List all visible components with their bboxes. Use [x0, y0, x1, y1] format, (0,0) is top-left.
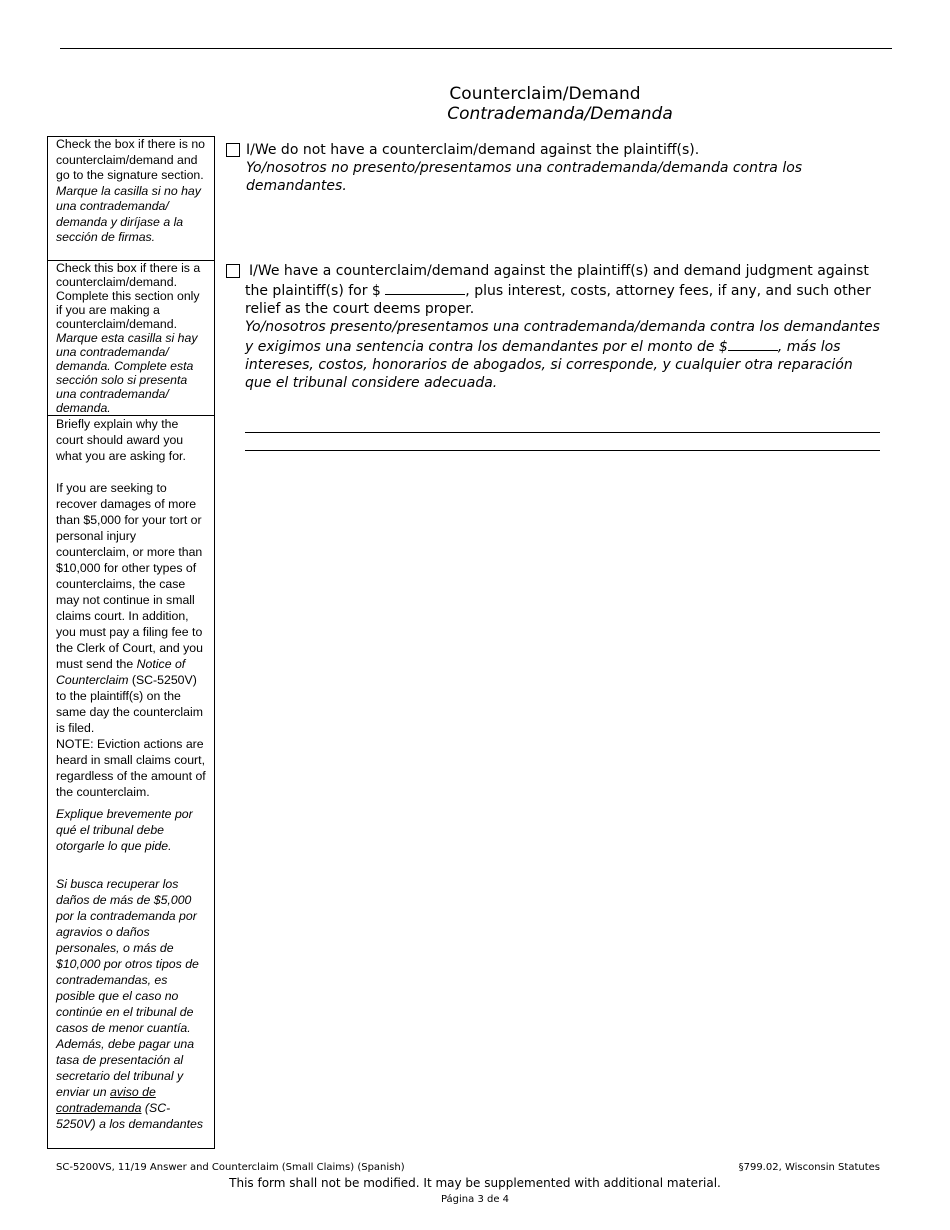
option-text-part: , más los intereses, costos, honorarios de abogados, si corresponde, y cualquier otra reparación que el tribunal considere adecuada.	[245, 339, 853, 391]
option-text	[245, 262, 880, 318]
option-text-part: Yo/nosotros presento/presentamos una contrademanda/demanda contra los demandantes y exigimos una sentencia contra los demandantes por el monto de $	[245, 319, 880, 355]
form-notice: This form shall not be modified. It may be supplemented with additional material.	[229, 1176, 721, 1190]
instruction-text-spanish: (SC-5250V) a los demandantes	[56, 1101, 203, 1131]
no-counterclaim-option	[246, 141, 866, 195]
instruction-damages	[56, 480, 206, 736]
form-identifier: SC-5200VS, 11/19 Answer and Counterclaim (Small Claims) (Spanish)	[56, 1162, 405, 1173]
amount-field[interactable]	[385, 280, 465, 295]
instruction-text: Briefly explain why the court should award you what you are asking for.	[56, 417, 186, 463]
option-text: I/We do not have a counterclaim/demand against the plaintiff(s).	[246, 142, 700, 158]
section-title-spanish: Contrademanda/Demanda	[447, 104, 673, 124]
no-counterclaim-checkbox[interactable]	[226, 143, 240, 157]
instruction-text-spanish: Si busca recuperar los daños de más de $5,000 por la contrademanda por agravios o daños personales, o más de $10,000 por otros tipos de contrademandas, es posible que el caso no continúe en el tribunal de casos de menor cuantía. Además, debe pagar una tasa de presentación al secretario del tribunal y enviar un	[56, 877, 199, 1099]
instruction-text-spanish: Marque la casilla si no hay una contrademanda/ demanda y diríjase a la sección de firmas.	[56, 183, 201, 244]
instruction-text: (SC-5250V) to the plaintiff(s) on the same day the counterclaim is filed.	[56, 673, 203, 735]
counterclaim-option	[245, 262, 880, 392]
instruction-text-spanish: Explique brevemente por qué el tribunal debe otorgarle lo que pide.	[56, 807, 193, 853]
amount-field-spanish[interactable]	[728, 336, 778, 351]
section-title: Counterclaim/Demand	[449, 84, 641, 104]
instruction-text: If you are seeking to recover damages of more than $5,000 for your tort or personal injury counterclaim, or more than $10,000 for other types of counterclaims, the case may not continue in small claims court. In addition, you must pay a filing fee to the Clerk of Court, and you must send the	[56, 481, 203, 671]
instruction-text: Check the box if there is no counterclaim/demand and go to the signature section.	[56, 137, 206, 182]
instruction-damages-spanish	[56, 876, 206, 1132]
instruction-text-spanish: Marque esta casilla si hay una contrademanda/ demanda. Complete esta sección solo si presenta una contrademanda/ demanda.	[56, 331, 198, 415]
page-number: Página 3 de 4	[440, 1194, 510, 1205]
instruction-counterclaim	[47, 260, 215, 416]
eviction-note: NOTE: Eviction actions are heard in small claims court, regardless of the amount of the counterclaim.	[56, 737, 206, 799]
statute-reference: §799.02, Wisconsin Statutes	[738, 1162, 880, 1173]
explanation-line[interactable]	[245, 450, 880, 451]
instruction-explain	[47, 415, 215, 1149]
option-text-part: , plus interest, costs, attorney fees, if any, and such other relief as the court deems proper.	[245, 283, 871, 317]
explanation-line[interactable]	[245, 432, 880, 433]
option-text-spanish	[245, 318, 880, 392]
counterclaim-checkbox[interactable]	[226, 264, 240, 278]
instruction-text: Check this box if there is a counterclaim/demand. Complete this section only if you are making a counterclaim/demand.	[56, 261, 201, 331]
option-text-spanish: Yo/nosotros no presento/presentamos una contrademanda/demanda contra los demandantes.	[246, 160, 803, 194]
option-text-part: I/We have a counterclaim/demand against the plaintiff(s) and demand judgment against the plaintiff(s) for $	[245, 263, 869, 299]
aviso-de-contrademanda-link[interactable]: aviso de contrademanda	[56, 1085, 156, 1115]
top-rule	[60, 48, 892, 49]
notice-of-counterclaim-title: Notice of Counterclaim	[56, 657, 186, 687]
instruction-no-counterclaim	[47, 136, 215, 261]
